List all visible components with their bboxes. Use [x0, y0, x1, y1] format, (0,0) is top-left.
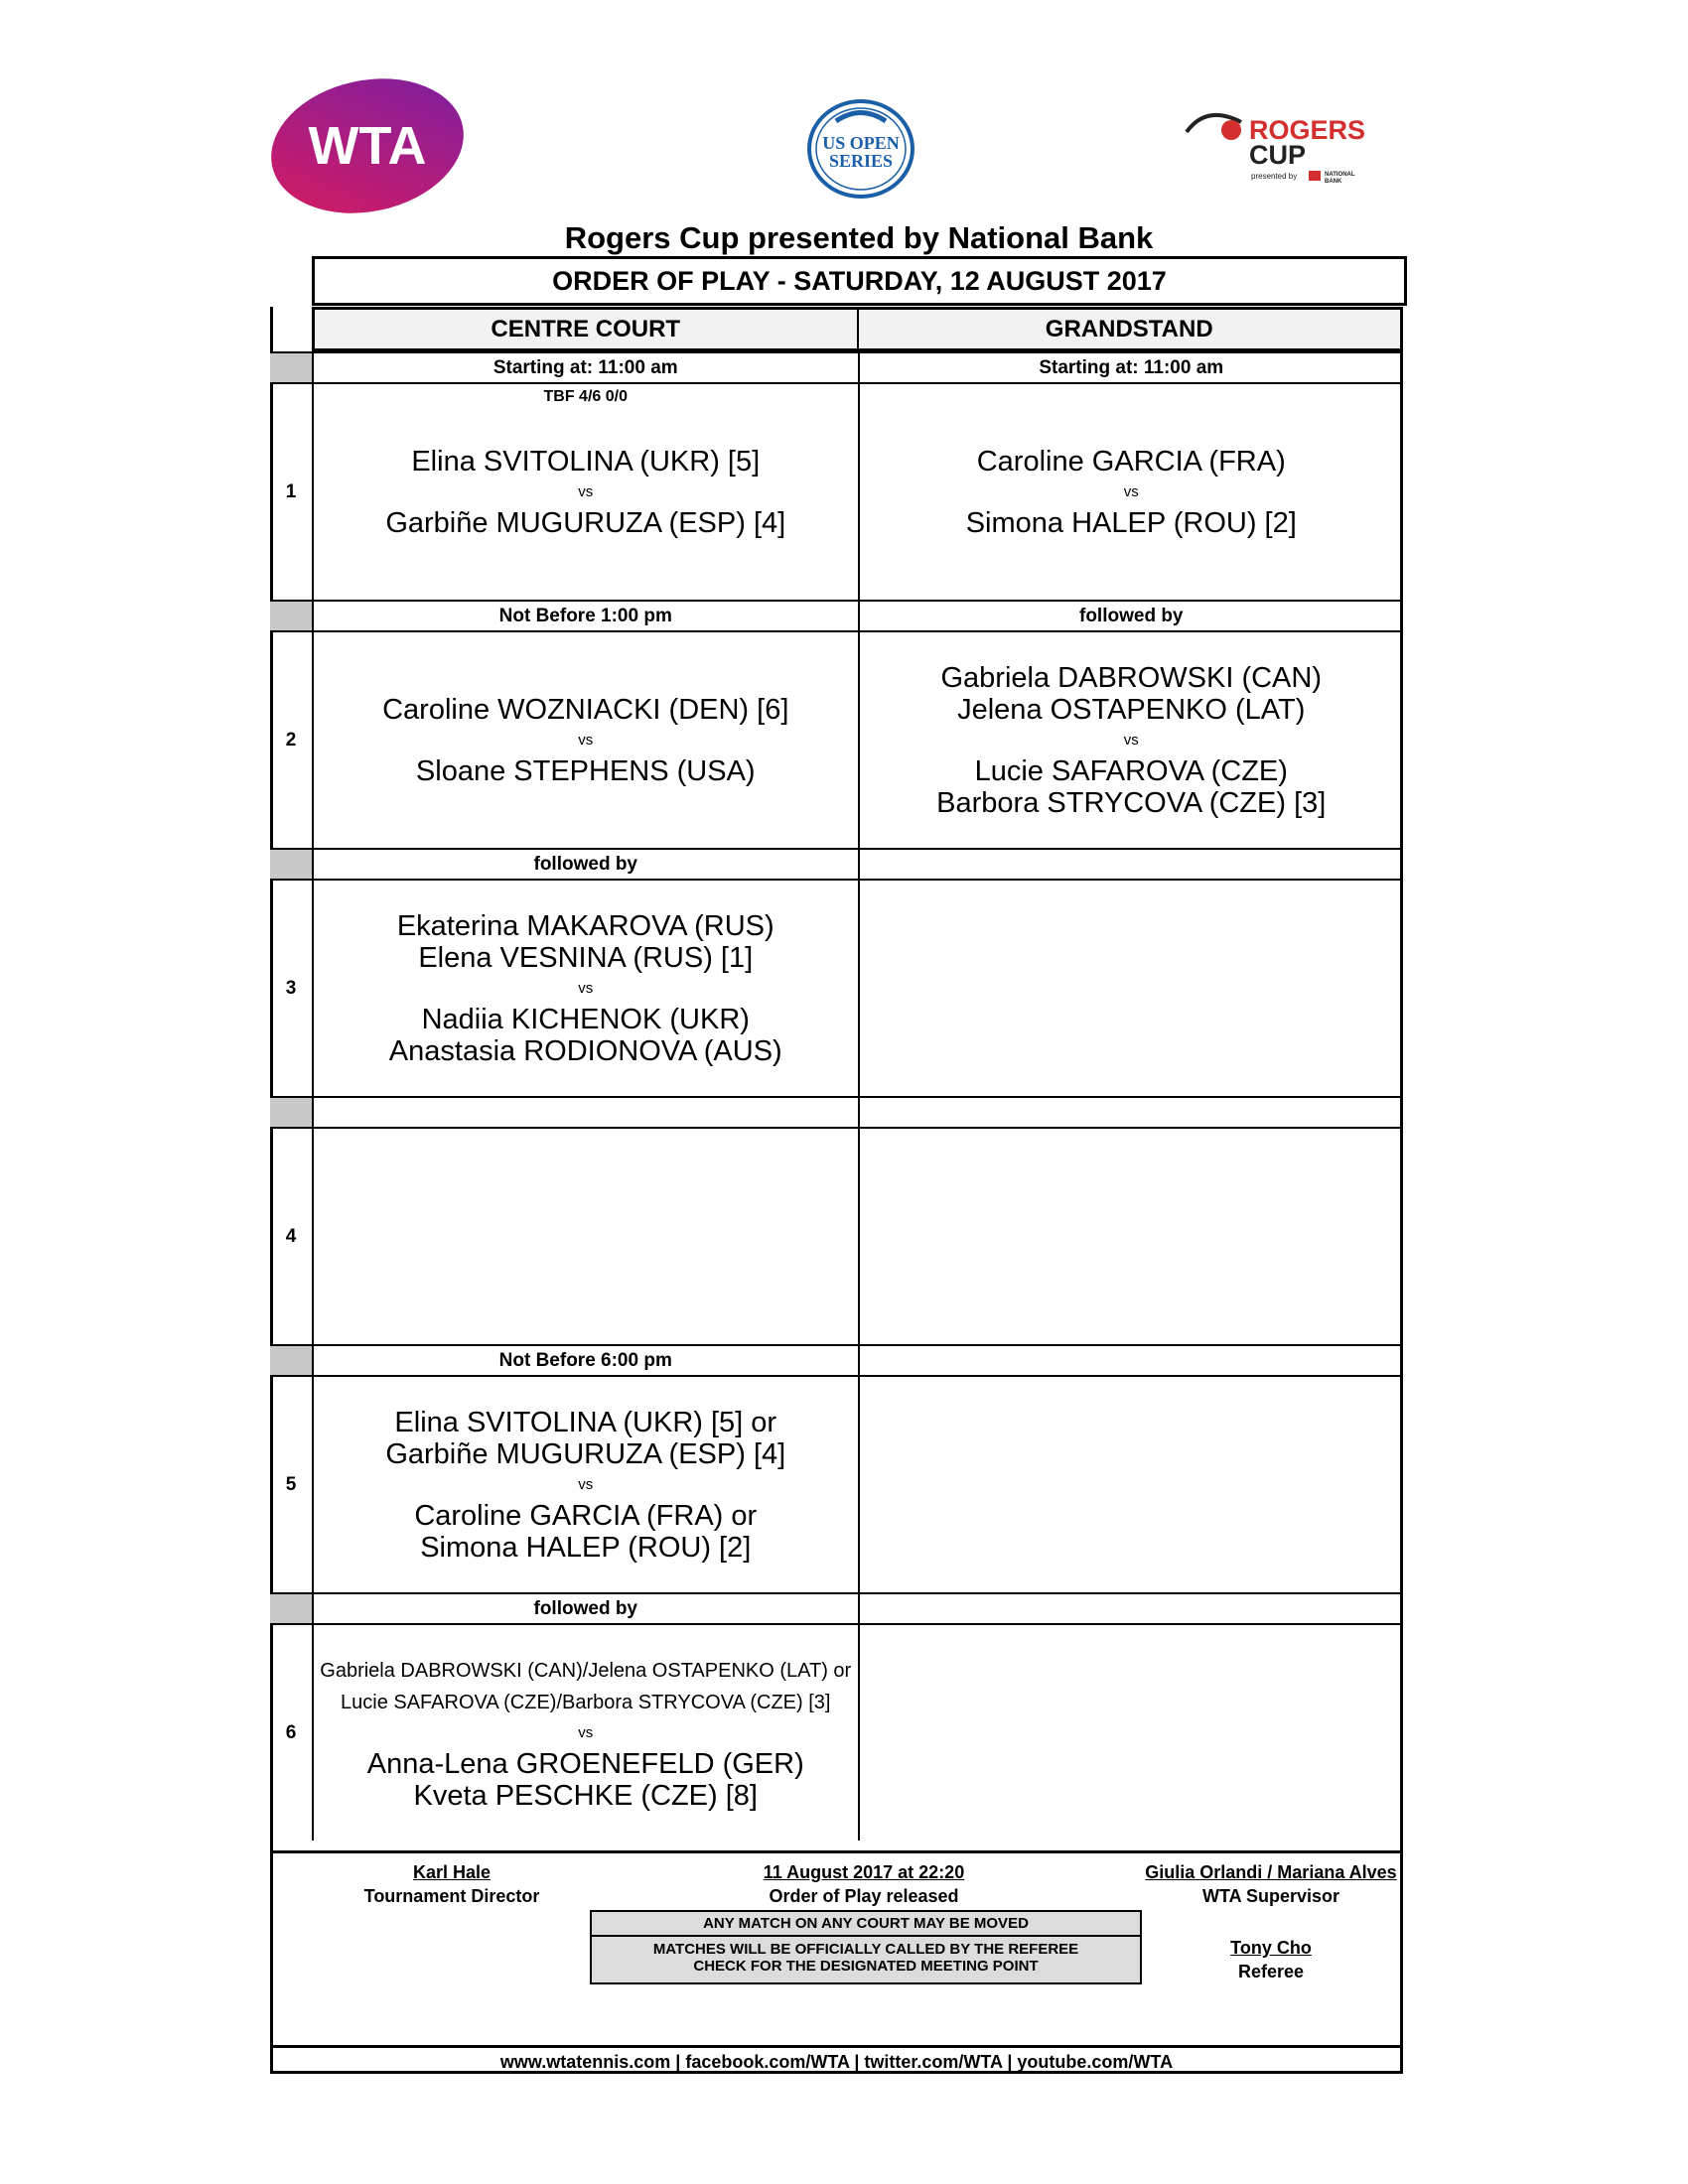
player: Garbiñe MUGURUZA (ESP) [4] [385, 1437, 786, 1470]
player: Jelena OSTAPENKO (LAT) [957, 693, 1306, 726]
svg-text:US OPEN: US OPEN [822, 133, 900, 153]
match-row [270, 1623, 1403, 1841]
court-header-centre: CENTRE COURT [491, 316, 681, 342]
player: Caroline GARCIA (FRA) or [414, 1499, 758, 1532]
svg-text:WTA: WTA [308, 116, 427, 176]
player: Lucie SAFAROVA (CZE) [974, 754, 1288, 787]
supervisor-name: Giulia Orlandi / Mariana Alves [1145, 1862, 1397, 1882]
player: Sloane STEPHENS (USA) [415, 754, 756, 787]
release-label: Order of Play released [769, 1886, 959, 1906]
slot-time-centre [314, 1098, 858, 1127]
vs-label: vs [578, 731, 594, 749]
svg-text:BANK: BANK [1325, 179, 1342, 185]
match-number: 4 [270, 1129, 314, 1344]
player: Anastasia RODIONOVA (AUS) [388, 1034, 782, 1067]
player: Simona HALEP (ROU) [2] [965, 506, 1297, 539]
player: Caroline WOZNIACKI (DEN) [6] [382, 693, 789, 726]
player: Garbiñe MUGURUZA (ESP) [4] [385, 506, 786, 539]
slot-header [270, 1344, 1403, 1375]
notice-referee [590, 1935, 1142, 1984]
match-cell [314, 632, 858, 848]
vs-label: vs [578, 482, 594, 500]
match-row [270, 1375, 1403, 1592]
slot-header [270, 848, 1403, 879]
svg-text:CUP: CUP [1249, 140, 1307, 170]
player: Simona HALEP (ROU) [2] [420, 1531, 752, 1564]
event-title: Rogers Cup presented by National Bank [564, 220, 1154, 255]
slot-time-centre: Not Before 6:00 pm [498, 1350, 672, 1371]
slot-header [270, 600, 1403, 630]
match-cell [314, 1377, 858, 1592]
player: Elina SVITOLINA (UKR) [5] [411, 445, 761, 478]
slot-header [270, 351, 1403, 382]
match-cell-empty [858, 1129, 1404, 1344]
slot-time-grandstand [858, 1594, 1404, 1623]
vs-label: vs [578, 1475, 594, 1493]
supervisor-title: WTA Supervisor [1201, 1886, 1339, 1906]
match-cell-empty [858, 1625, 1404, 1841]
schedule-rows [270, 351, 1403, 1841]
release-datetime: 11 August 2017 at 22:20 [763, 1862, 965, 1882]
referee-name: Tony Cho [1230, 1938, 1312, 1958]
svg-text:NATIONAL: NATIONAL [1325, 172, 1355, 178]
match-number: 1 [270, 384, 314, 600]
svg-text:SERIES: SERIES [828, 151, 894, 171]
slot-time-centre: followed by [533, 854, 637, 875]
match-cell [314, 881, 858, 1096]
match-cell-empty [858, 1377, 1404, 1592]
match-number: 2 [270, 632, 314, 848]
referee-title: Referee [1237, 1962, 1305, 1981]
match-note: TBF 4/6 0/0 [543, 388, 628, 405]
match-row [270, 630, 1403, 848]
footer-divider [270, 1850, 1403, 1853]
player: Elena VESNINA (RUS) [1] [418, 941, 754, 974]
director-title: Tournament Director [363, 1886, 540, 1906]
player: Caroline GARCIA (FRA) [976, 445, 1286, 478]
match-number: 6 [270, 1625, 314, 1841]
player: Gabriela DABROWSKI (CAN) [940, 661, 1322, 694]
match-row [270, 382, 1403, 600]
player: Lucie SAFAROVA (CZE)/Barbora STRYCOVA (CZE) [3] [341, 1691, 831, 1713]
us-open-series-logo [806, 99, 915, 199]
player: Anna-Lena GROENEFELD (GER) [366, 1747, 804, 1780]
svg-text:ROGERS: ROGERS [1249, 115, 1366, 145]
match-cell [858, 632, 1404, 848]
court-headers [312, 307, 1403, 351]
notice-referee-line2: CHECK FOR THE DESIGNATED MEETING POINT [693, 1958, 1039, 1975]
vs-label: vs [1123, 482, 1139, 500]
player: Barbora STRYCOVA (CZE) [3] [936, 786, 1327, 819]
player: Nadiia KICHENOK (UKR) [421, 1003, 750, 1035]
slot-time-grandstand [858, 1346, 1404, 1375]
match-cell-empty [858, 881, 1404, 1096]
match-row [270, 1127, 1403, 1344]
slot-time-grandstand [858, 850, 1404, 879]
match-row [270, 879, 1403, 1096]
svg-text:presented by: presented by [1251, 172, 1298, 181]
social-links: www.wtatennis.com | facebook.com/WTA | twitter.com/WTA | youtube.com/WTA [270, 2045, 1403, 2077]
player: Elina SVITOLINA (UKR) [5] or [394, 1406, 777, 1438]
player: Kveta PESCHKE (CZE) [8] [413, 1779, 758, 1812]
rogers-cup-logo [1182, 104, 1390, 189]
slot-header [270, 1592, 1403, 1623]
slot-header [270, 1096, 1403, 1127]
match-cell [858, 384, 1404, 600]
match-number: 5 [270, 1377, 314, 1592]
slot-time-grandstand: Starting at: 11:00 am [858, 353, 1404, 382]
match-cell [314, 384, 858, 600]
player: Gabriela DABROWSKI (CAN)/Jelena OSTAPENKO (LAT) or [320, 1659, 852, 1682]
notice-moved: ANY MATCH ON ANY COURT MAY BE MOVED [590, 1910, 1142, 1937]
slot-time-centre: followed by [533, 1598, 637, 1619]
match-number: 3 [270, 881, 314, 1096]
slot-time-centre: Starting at: 11:00 am [492, 357, 678, 378]
player: Ekaterina MAKAROVA (RUS) [396, 909, 774, 942]
match-cell [314, 1625, 858, 1841]
order-of-play-heading: ORDER OF PLAY - SATURDAY, 12 AUGUST 2017 [312, 256, 1407, 306]
slot-time-grandstand: followed by [858, 602, 1404, 630]
match-cell-empty [314, 1129, 858, 1344]
vs-label: vs [578, 979, 594, 997]
vs-label: vs [1123, 731, 1139, 749]
wta-logo [268, 76, 467, 215]
director-name: Karl Hale [412, 1862, 492, 1882]
notice-referee-line1: MATCHES WILL BE OFFICIALLY CALLED BY THE REFEREE [652, 1941, 1079, 1958]
slot-time-centre: Not Before 1:00 pm [498, 606, 672, 626]
slot-time-grandstand [858, 1098, 1404, 1127]
court-header-grandstand: GRANDSTAND [857, 310, 1401, 348]
vs-label: vs [578, 1723, 594, 1741]
